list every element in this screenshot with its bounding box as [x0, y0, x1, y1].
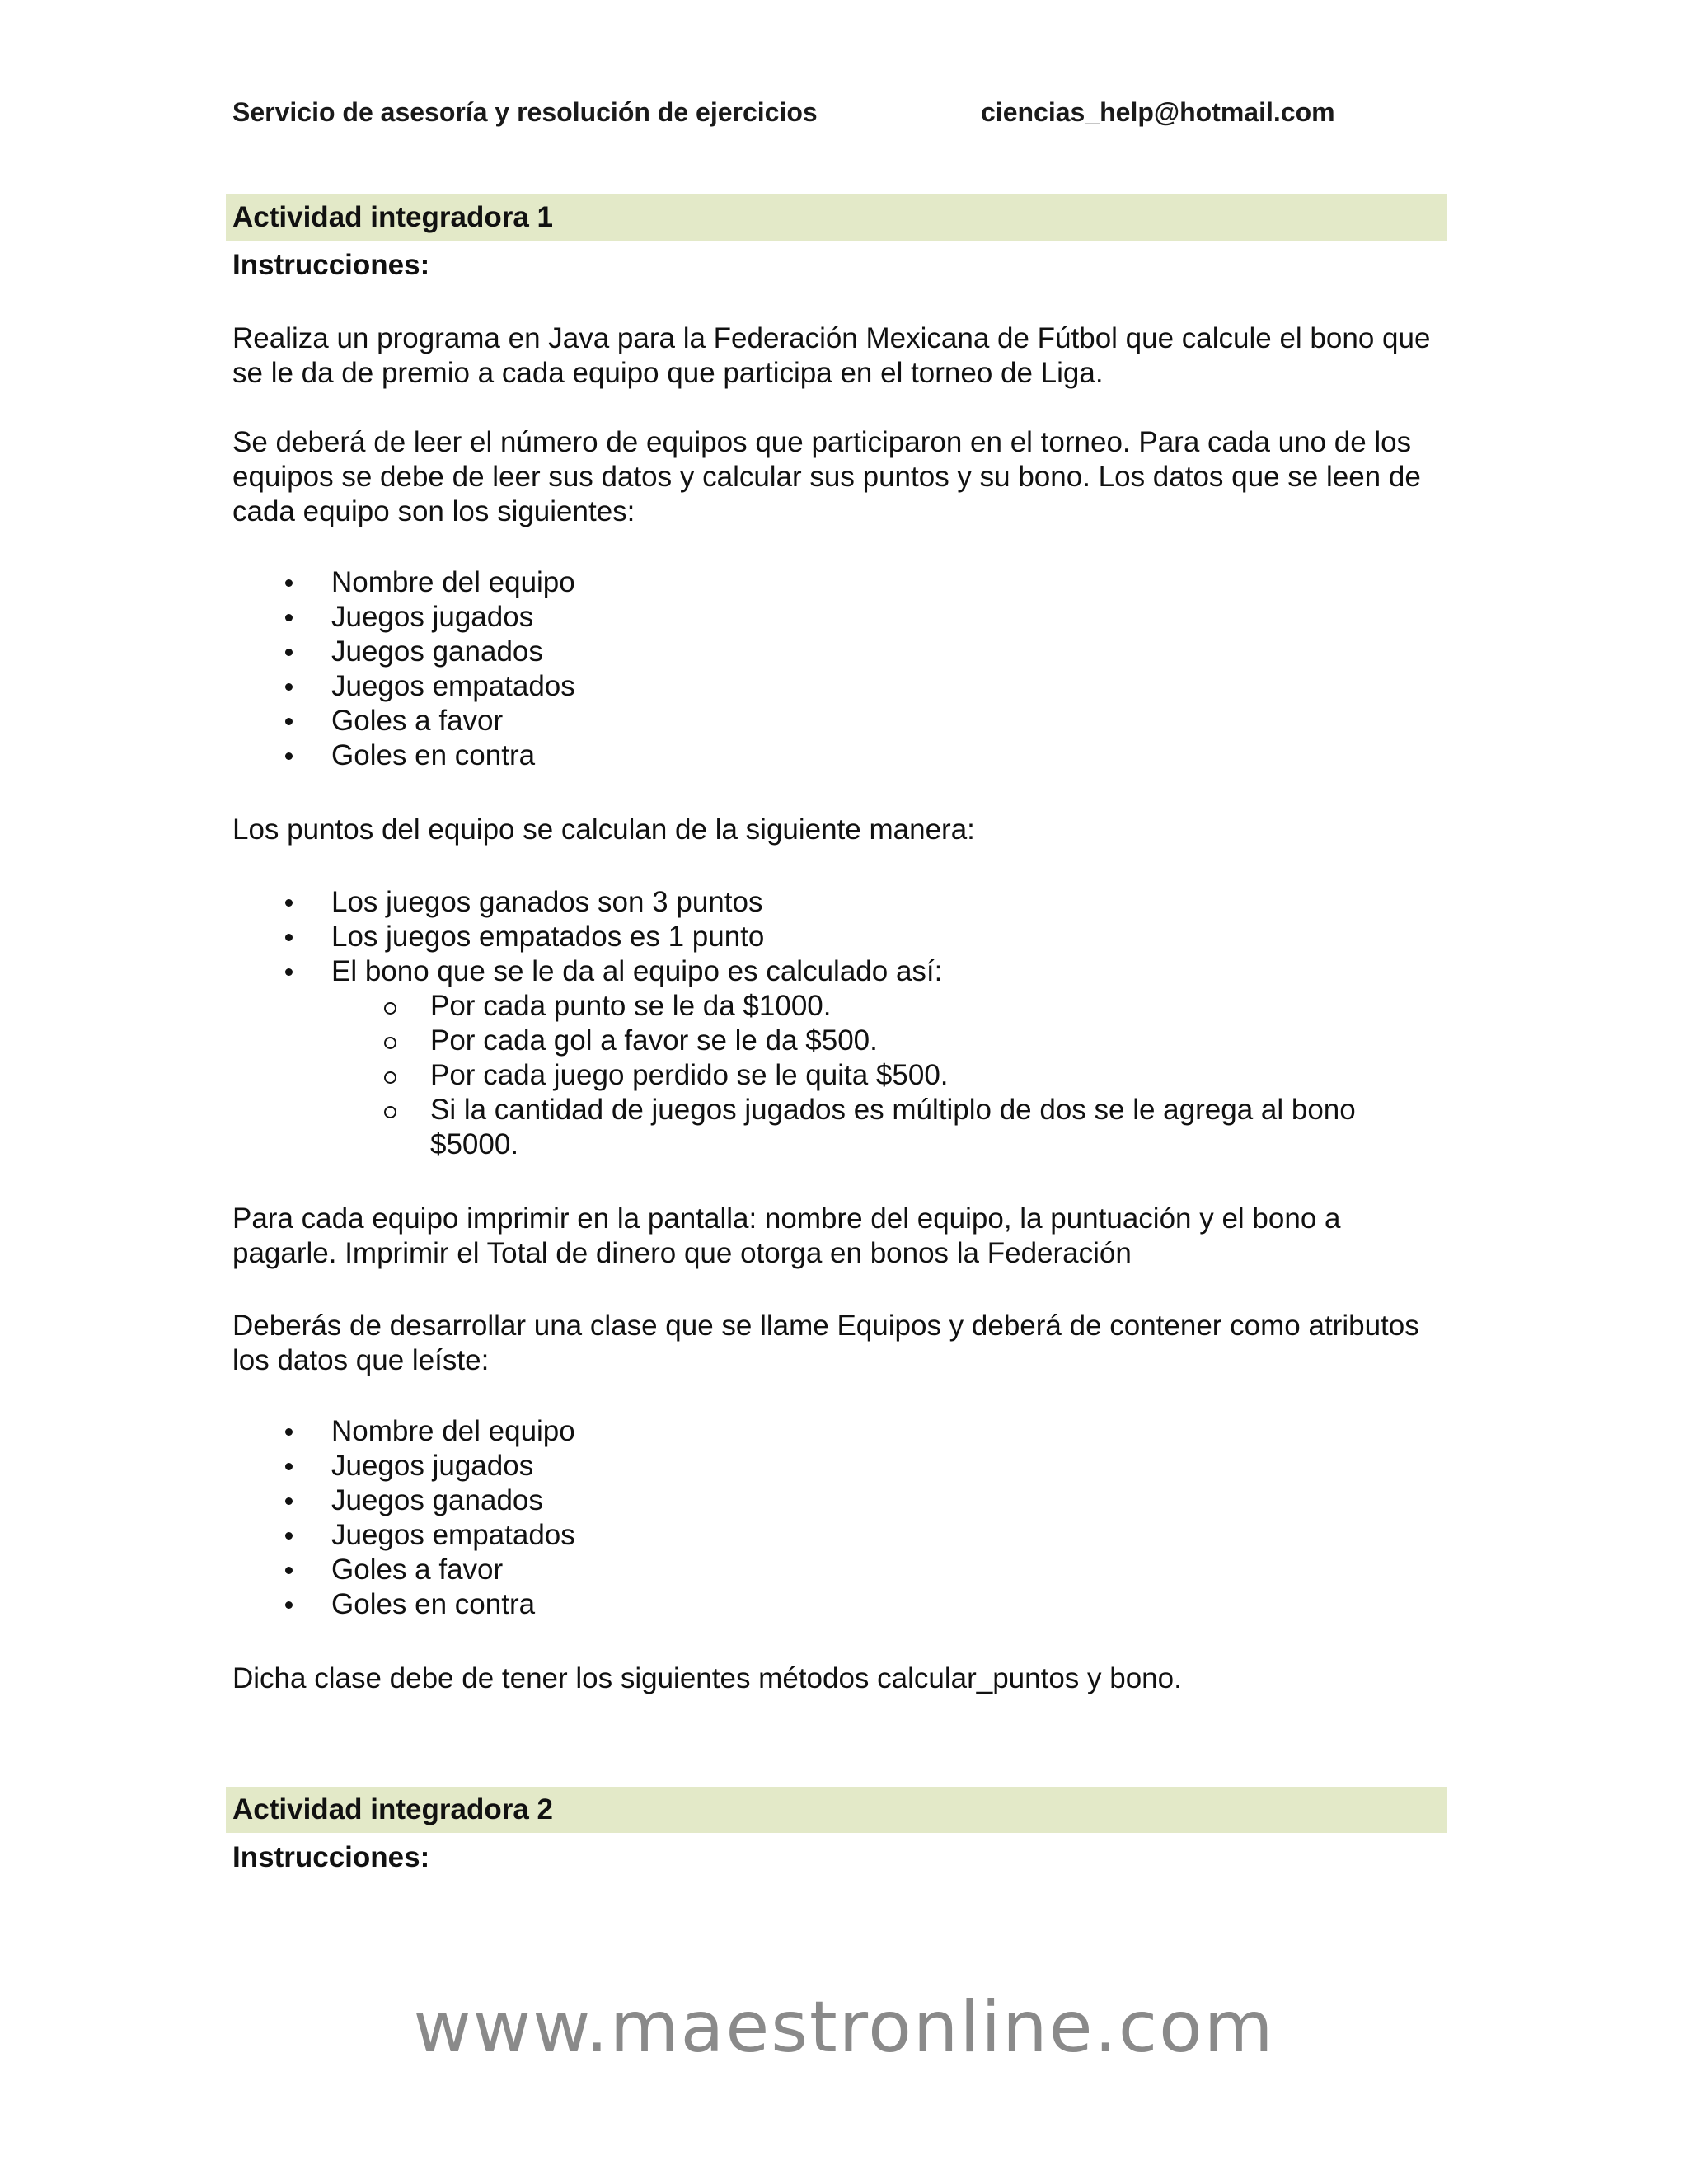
sub-list-item: Por cada punto se le da $1000.	[331, 989, 1386, 1024]
sub-list-item: Si la cantidad de juegos jugados es múltiplo de dos se le agrega al bono $5000.	[331, 1093, 1386, 1162]
list-item: Los juegos ganados son 3 puntos	[232, 885, 1386, 920]
data-list	[232, 565, 575, 773]
list-item: Goles a favor	[232, 1553, 575, 1587]
list-item: Nombre del equipo	[232, 565, 575, 600]
paragraph-points: Los puntos del equipo se calculan de la siguiente manera:	[232, 813, 975, 846]
list-item: Juegos ganados	[232, 1483, 575, 1518]
list-item: Los juegos empatados es 1 punto	[232, 920, 1386, 954]
list-item: Nombre del equipo	[232, 1414, 575, 1449]
sub-list-item: Por cada juego perdido se le quita $500.	[331, 1058, 1386, 1093]
header-email: ciencias_help@hotmail.com	[981, 97, 1335, 127]
list-item-text: El bono que se le da al equipo es calculado así:	[331, 955, 943, 987]
list-item: Goles en contra	[232, 738, 575, 773]
list-item: Juegos empatados	[232, 1518, 575, 1553]
attributes-list	[232, 1414, 575, 1622]
header-title: Servicio de asesoría y resolución de ejercicios	[232, 97, 818, 127]
sub-list-item: Por cada gol a favor se le da $500.	[331, 1024, 1386, 1058]
section-title-1: Actividad integradora 1	[232, 201, 553, 233]
paragraph-read-data: Se deberá de leer el número de equipos que participaron en el torneo. Para cada uno de los equipos se debe de leer sus datos y calcular sus puntos y su bono. Los datos que se leen de cada equipo son los siguientes:	[232, 426, 1421, 527]
paragraph-class: Deberás de desarrollar una clase que se llame Equipos y deberá de contener como atributos los datos que leíste:	[232, 1310, 1419, 1376]
list-item: Juegos ganados	[232, 635, 575, 669]
list-item: Juegos empatados	[232, 669, 575, 704]
list-item: Juegos jugados	[232, 600, 575, 635]
list-item	[232, 954, 1386, 1162]
points-list	[232, 885, 1386, 1162]
list-item: Juegos jugados	[232, 1449, 575, 1483]
section-title-2: Actividad integradora 2	[232, 1793, 553, 1825]
instructions-label-2: Instrucciones:	[232, 1841, 430, 1873]
paragraph-print: Para cada equipo imprimir en la pantalla: nombre del equipo, la puntuación y el bono a pagarle. Imprimir el Total de dinero que otorga en bonos la Federación	[232, 1202, 1341, 1269]
footer-watermark: www.maestronline.com	[413, 1986, 1275, 2069]
list-item: Goles a favor	[232, 704, 575, 738]
paragraph-intro: Realiza un programa en Java para la Federación Mexicana de Fútbol que calcule el bono que se le da de premio a cada equipo que participa en el torneo de Liga.	[232, 322, 1431, 389]
list-item: Goles en contra	[232, 1587, 575, 1622]
paragraph-methods: Dicha clase debe de tener los siguientes métodos calcular_puntos y bono.	[232, 1662, 1182, 1694]
instructions-label-1: Instrucciones:	[232, 249, 430, 281]
bono-list	[331, 989, 1386, 1162]
